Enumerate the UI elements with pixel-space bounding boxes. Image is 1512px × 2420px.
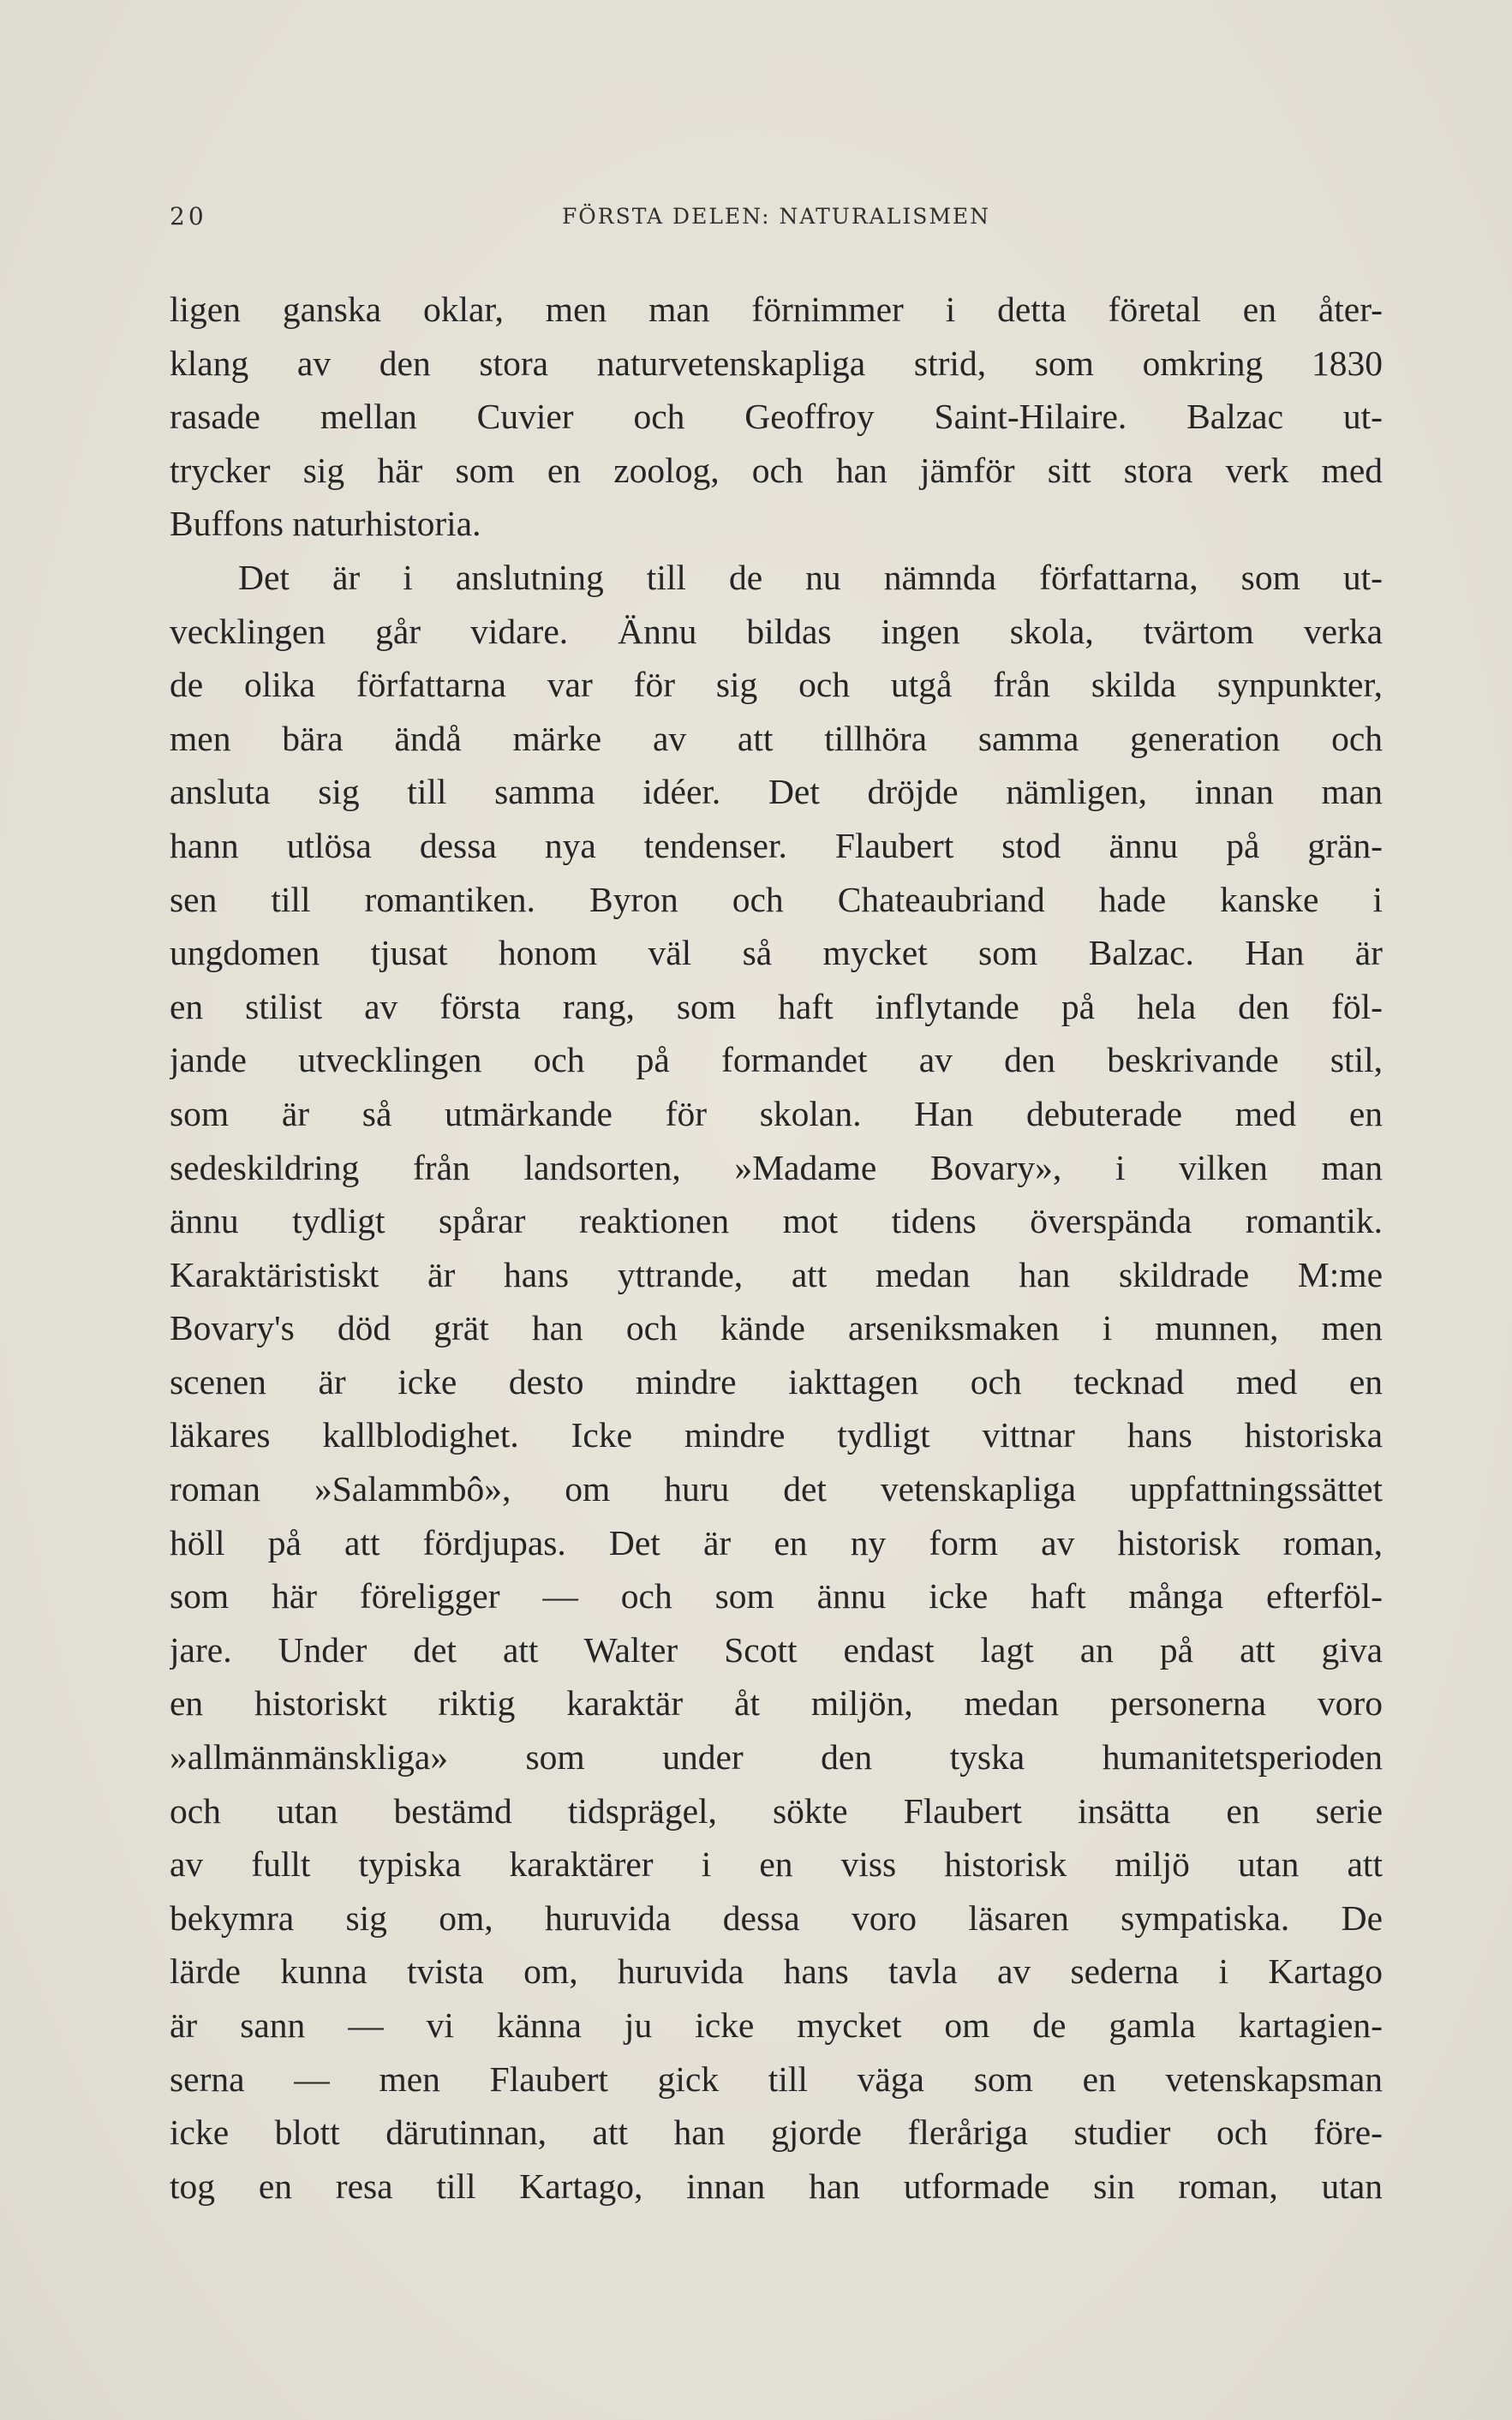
- running-head: FÖRSTA DELEN: NATURALISMEN: [561, 204, 991, 229]
- text-line: Karaktäristiskt är hans yttrande, att medan han skildrade M:me: [170, 1254, 1383, 1294]
- text-line: är sann — vi känna ju icke mycket om de gamla kartagien-: [170, 2005, 1383, 2045]
- text-line: bekymra sig om, huruvida dessa voro läsaren sympatiska. De: [170, 1897, 1383, 1938]
- text-line: vecklingen går vidare. Ännu bildas ingen skola, tvärtom verka: [170, 611, 1383, 651]
- text-line: sedeskildring från landsorten, »Madame Bovary», i vilken man: [170, 1147, 1383, 1187]
- text-line: höll på att fördjupas. Det är en ny form av historisk roman,: [170, 1522, 1383, 1563]
- paragraph-continuation: [170, 283, 1383, 551]
- text-line: icke blott därutinnan, att han gjorde fleråriga studier och före-: [170, 2112, 1383, 2153]
- text-line: trycker sig här som en zoolog, och han jämför sitt stora verk med: [170, 450, 1383, 490]
- text-line: roman »Salammbô», om huru det vetenskapliga uppfattningssättet: [170, 1469, 1383, 1509]
- text-line: hann utlösa dessa nya tendenser. Flaubert stod ännu på grän-: [170, 825, 1383, 865]
- body-text: [170, 283, 1383, 2213]
- text-line: serna — men Flaubert gick till väga som en vetenskapsman: [170, 2058, 1383, 2099]
- text-line: en historiskt riktig karaktär åt miljön, medan personerna voro: [170, 1683, 1383, 1724]
- text-line: men bära ändå märke av att tillhöra samma generation och: [170, 718, 1383, 758]
- text-line: av fullt typiska karaktärer i en viss historisk miljö utan att: [170, 1844, 1383, 1885]
- page-number: 20: [170, 202, 207, 230]
- text-line: som är så utmärkande för skolan. Han debuterade med en: [170, 1093, 1383, 1133]
- text-line: »allmänmänskliga» som under den tyska humanitetsperioden: [170, 1737, 1383, 1778]
- text-line: Det är i anslutning till de nu nämnda författarna, som ut-: [238, 557, 1383, 597]
- text-line: jare. Under det att Walter Scott endast lagt an på att giva: [170, 1629, 1383, 1670]
- text-line: jande utvecklingen och på formandet av den beskrivande stil,: [170, 1040, 1383, 1080]
- text-line: och utan bestämd tidsprägel, sökte Flaubert insätta en serie: [170, 1790, 1383, 1831]
- text-line: scenen är icke desto mindre iakttagen och tecknad med en: [170, 1361, 1383, 1401]
- text-line: en stilist av första rang, som haft inflytande på hela den föl-: [170, 986, 1383, 1026]
- text-line: tog en resa till Kartago, innan han utformade sin roman, utan: [170, 2166, 1383, 2206]
- text-line: lärde kunna tvista om, huruvida hans tavla av sederna i Kartago: [170, 1951, 1383, 1992]
- text-line: rasade mellan Cuvier och Geoffroy Saint-Hilaire. Balzac ut-: [170, 397, 1383, 437]
- text-line: ungdomen tjusat honom väl så mycket som Balzac. Han är: [170, 933, 1383, 973]
- page-header: [170, 202, 1383, 236]
- text-line: Buffons naturhistoria.: [170, 504, 481, 544]
- text-line: de olika författarna var för sig och utgå från skilda synpunkter,: [170, 665, 1383, 705]
- text-line: klang av den stora naturvetenskapliga strid, som omkring 1830: [170, 343, 1383, 383]
- text-line: sen till romantiken. Byron och Chateaubriand hade kanske i: [170, 879, 1383, 919]
- paragraph-main: [170, 551, 1383, 2213]
- text-line: ansluta sig till samma idéer. Det dröjde nämligen, innan man: [170, 772, 1383, 812]
- text-line: som här föreligger — och som ännu icke haft många efterföl-: [170, 1576, 1383, 1616]
- text-line: ligen ganska oklar, men man förnimmer i detta företal en åter-: [170, 290, 1383, 329]
- text-line: ännu tydligt spårar reaktionen mot tidens överspända romantik.: [170, 1201, 1383, 1241]
- text-line: Bovary's död grät han och kände arseniksmaken i munnen, men: [170, 1308, 1383, 1348]
- text-line: läkares kallblodighet. Icke mindre tydligt vittnar hans historiska: [170, 1415, 1383, 1455]
